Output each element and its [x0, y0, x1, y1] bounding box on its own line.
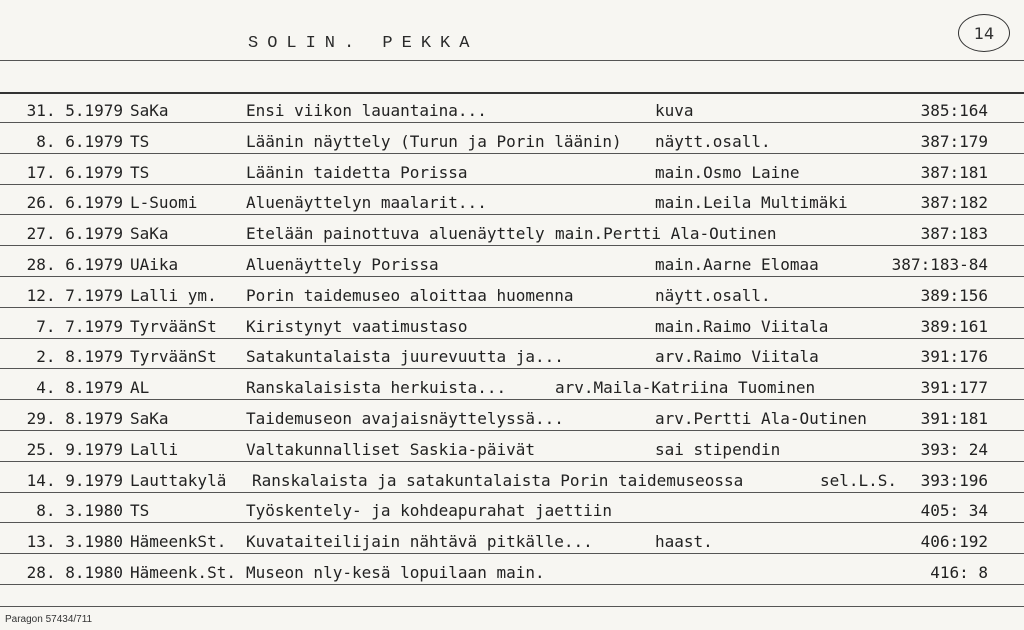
- entry-ref: 387:181: [920, 162, 988, 182]
- entry-note: arv.Pertti Ala-Outinen: [655, 409, 867, 428]
- entry-title: Taidemuseon avajaisnäyttelyssä...: [246, 409, 564, 428]
- entry-ref: 393:196: [920, 470, 988, 490]
- entry-ref: 405: 34: [920, 501, 988, 521]
- row-rule: [0, 553, 1024, 554]
- entry-note: main.Pertti Ala-Outinen: [555, 224, 777, 244]
- entry-note: sai stipendin: [655, 439, 781, 459]
- entry-date: 8. 3.1980: [36, 501, 123, 521]
- entry-source: HämeenkSt.: [130, 532, 227, 552]
- entry-ref: 391:176: [920, 347, 988, 367]
- entry-row: [0, 97, 1024, 123]
- entry-title: Läänin taidetta Porissa: [246, 162, 468, 182]
- entry-ref: 387:182: [920, 193, 988, 213]
- entry-date: 29. 8.1979: [26, 409, 123, 428]
- entry-title: Ensi viikon lauantaina...: [246, 101, 487, 120]
- entry-row: [0, 374, 1024, 400]
- entry-row: [0, 528, 1024, 554]
- entry-source: UAika: [130, 255, 179, 274]
- entry-title: Etelään painottuva aluenäyttely: [246, 224, 545, 244]
- entry-date: 4. 8.1979: [36, 378, 123, 398]
- entry-source: SaKa: [130, 224, 169, 244]
- row-rule: [0, 214, 1024, 215]
- entry-source: TS: [130, 162, 150, 182]
- entry-title: Työskentely- ja kohdeapurahat jaettiin: [246, 501, 613, 521]
- row-rule: [0, 153, 1024, 154]
- entry-title: Aluenäyttely Porissa: [246, 255, 439, 274]
- entry-date: 14. 9.1979: [26, 470, 123, 490]
- entry-row: [0, 436, 1024, 462]
- top-rule: [0, 60, 1024, 61]
- entry-title: Aluenäyttelyn maalarit...: [246, 193, 487, 213]
- row-rule: [0, 522, 1024, 523]
- entry-note: arv.Maila-Katriina Tuominen: [555, 378, 816, 398]
- row-rule: [0, 307, 1024, 308]
- entry-date: 27. 6.1979: [26, 224, 123, 244]
- entry-title: Läänin näyttely (Turun ja Porin läänin): [246, 131, 622, 151]
- entry-source: L-Suomi: [130, 193, 198, 213]
- entry-title: Museon nly-kesä lopuilaan main.: [246, 563, 545, 582]
- entry-note: näytt.osall.: [655, 131, 771, 151]
- row-rule: [0, 399, 1024, 400]
- entry-source: TS: [130, 501, 150, 521]
- entry-source: SaKa: [130, 409, 169, 428]
- entry-ref: 391:181: [920, 409, 988, 428]
- entry-title: Satakuntalaista juurevuutta ja...: [246, 347, 564, 367]
- entry-source: Hämeenk.St.: [130, 563, 236, 582]
- row-rule: [0, 184, 1024, 185]
- entry-row: [0, 313, 1024, 339]
- entry-date: 28. 8.1980: [26, 563, 123, 582]
- entry-row: [0, 467, 1024, 493]
- entry-note: haast.: [655, 532, 713, 552]
- entry-title: Kiristynyt vaatimustaso: [246, 316, 468, 336]
- entry-source: Lalli ym.: [130, 285, 217, 305]
- entry-note: main.Leila Multimäki: [655, 193, 848, 213]
- entry-source: Lauttakylä: [130, 470, 227, 490]
- entry-title: Porin taidemuseo aloittaa huomenna: [246, 285, 574, 305]
- entry-ref: 393: 24: [920, 439, 988, 459]
- entry-row: [0, 282, 1024, 308]
- entry-title: Ranskalaisista herkuista...: [246, 378, 507, 398]
- row-rule: [0, 245, 1024, 246]
- entry-date: 7. 7.1979: [36, 316, 123, 336]
- entry-note: arv.Raimo Viitala: [655, 347, 819, 367]
- entry-note: kuva: [655, 101, 694, 120]
- bottom-rule: [0, 606, 1024, 607]
- entry-date: 2. 8.1979: [36, 347, 123, 367]
- entry-date: 17. 6.1979: [26, 162, 123, 182]
- entry-row: [0, 128, 1024, 154]
- entry-title: Ranskalaista ja satakuntalaista Porin taidemuseossa: [252, 470, 744, 490]
- row-rule: [0, 122, 1024, 123]
- entry-row: [0, 559, 1024, 585]
- header-rule: [0, 92, 1024, 94]
- entry-date: 28. 6.1979: [26, 255, 123, 274]
- entry-source: TyrväänSt: [130, 316, 217, 336]
- entry-note: näytt.osall.: [655, 285, 771, 305]
- entry-note: main.Osmo Laine: [655, 162, 800, 182]
- entry-source: Lalli: [130, 439, 179, 459]
- entry-ref: 389:161: [920, 316, 988, 336]
- entry-source: TS: [130, 131, 150, 151]
- row-rule: [0, 584, 1024, 585]
- entry-title: Kuvataiteilijain nähtävä pitkälle...: [246, 532, 593, 552]
- entry-source: SaKa: [130, 101, 169, 120]
- entry-ref: 389:156: [920, 285, 988, 305]
- row-rule: [0, 430, 1024, 431]
- entry-note: sel.L.S.: [820, 470, 898, 490]
- entry-ref: 406:192: [920, 532, 988, 552]
- row-rule: [0, 461, 1024, 462]
- row-rule: [0, 276, 1024, 277]
- entry-row: [0, 405, 1024, 431]
- entry-date: 26. 6.1979: [26, 193, 123, 213]
- entry-date: 31. 5.1979: [26, 101, 123, 120]
- entry-note: main.Raimo Viitala: [655, 316, 829, 336]
- entry-ref: 385:164: [920, 101, 988, 120]
- entry-ref: 387:179: [920, 131, 988, 151]
- entry-row: [0, 343, 1024, 369]
- entry-ref: 387:183: [920, 224, 988, 244]
- entry-source: TyrväänSt: [130, 347, 217, 367]
- card-name: SOLIN. PEKKA: [248, 34, 479, 53]
- entry-date: 12. 7.1979: [26, 285, 123, 305]
- row-rule: [0, 338, 1024, 339]
- entry-row: [0, 497, 1024, 523]
- entry-date: 13. 3.1980: [26, 532, 123, 552]
- entry-ref: 391:177: [920, 378, 988, 398]
- entry-note: main.Aarne Elomaa: [655, 255, 819, 274]
- entry-row: [0, 220, 1024, 246]
- entry-ref: 387:183-84: [891, 255, 988, 274]
- entry-date: 8. 6.1979: [36, 131, 123, 151]
- entry-title: Valtakunnalliset Saskia-päivät: [246, 439, 535, 459]
- printer-mark: Paragon 57434/711: [5, 614, 93, 625]
- entry-date: 25. 9.1979: [26, 439, 123, 459]
- entry-row: [0, 189, 1024, 215]
- entry-row: [0, 159, 1024, 185]
- card-number: 14: [973, 23, 995, 43]
- row-rule: [0, 368, 1024, 369]
- row-rule: [0, 492, 1024, 493]
- entry-row: [0, 251, 1024, 277]
- entry-ref: 416: 8: [930, 563, 988, 582]
- card-number-circle: [958, 14, 1010, 52]
- entry-source: AL: [130, 378, 150, 398]
